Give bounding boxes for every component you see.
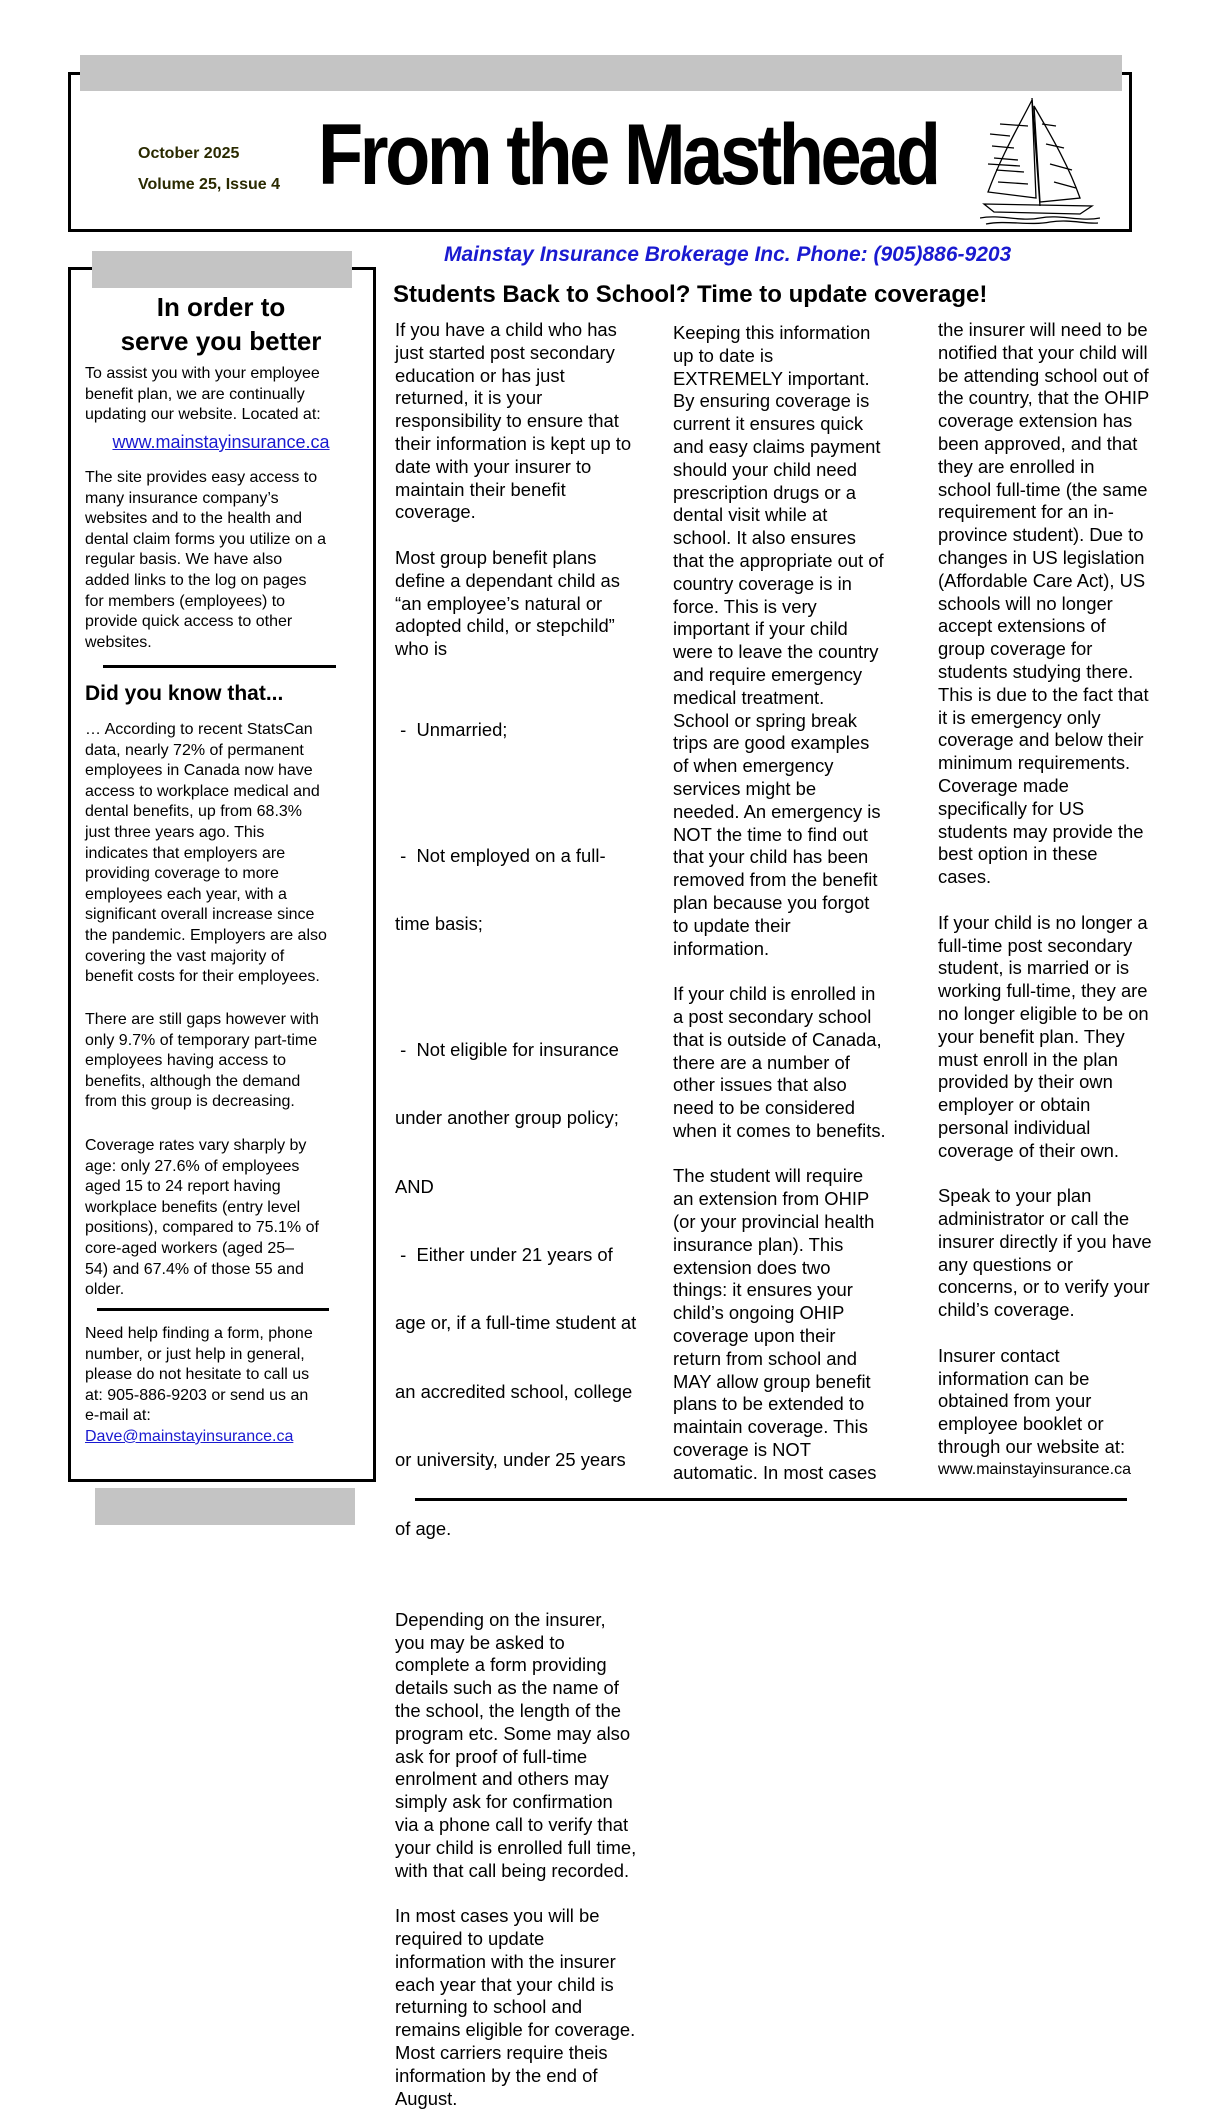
issue-date: October 2025: [138, 145, 240, 162]
col1-bullet-3: - Not eligible for insurance under another group policy; AND - Either under 21 years of age or, if a full-time student at an accredited school, college or university, under 25 years of age.: [395, 1038, 637, 1539]
col1-bullet-1: - Unmarried;: [395, 718, 508, 740]
masthead-gray-bar: [80, 55, 1122, 91]
bottom-divider: [415, 1498, 1127, 1501]
article-column-2: [673, 322, 886, 1485]
insurer-website-text: www.mainstayinsurance.ca: [938, 1460, 1131, 1478]
col2-paragraph-3: The student will require an extension from OHIP (or your provincial health insurance plan). This extension does two things: it ensures your child’s ongoing OHIP coverage upon their return from school and MAY allow group benefit plans to be extended to maintain coverage. This coverage is NOT automatic. In most cases: [673, 1165, 877, 1483]
sidebar-top-bar: [92, 251, 352, 288]
sidebar-help: Need help finding a form, phone number, or just help in general, please do not hesitate to call us at: 905-886-9203 or send us an e-mail at: Dave@mainstayinsurance.ca: [85, 1324, 359, 1448]
col1-paragraph-1: If you have a child who has just started post secondary education or has just returned, it is your responsibility to ensure that their information is kept up to date with your insurer to maintain their benefit coverage.: [395, 319, 632, 523]
website-link[interactable]: www.mainstayinsurance.ca: [112, 432, 330, 452]
sidebar-bottom-bar: [95, 1488, 355, 1525]
sidebar-intro: To assist you with your employee benefit plan, we are continually updating our website. Located at:: [85, 365, 321, 424]
sailboat-icon: [980, 94, 1100, 226]
sidebar-divider-2: [97, 1308, 329, 1311]
col1-paragraph-2: Most group benefit plans define a dependant child as “an employee’s natural or adopted child, or stepchild” who is: [395, 546, 620, 660]
sidebar-site-description: The site provides easy access to many insurance company’s websites and to the health and dental claim forms you utilize on a regular basis. We have also added links to the log on pages for members (employees) to provide quick access to other websites.: [85, 469, 326, 651]
col3-paragraph-2: If your child is no longer a full-time post secondary student, is married or is working full-time, they are no longer eligible to be on your benefit plan. They must enroll in the plan provided by their own employer or obtain personal individual coverage of their own.: [938, 911, 1149, 1161]
issue-volume: Volume 25, Issue 4: [138, 176, 280, 193]
article-title: Students Back to School? Time to update coverage!: [393, 281, 988, 308]
col2-paragraph-1: Keeping this information up to date is EXTREMELY important. By ensuring coverage is current it ensures quick and easy claims payment should your child need prescription drugs or a dental visit while at school. It also ensures that the appropriate out of country coverage is in force. This is very important if your child were to leave the country and require emergency medical treatment. School or spring break trips are good examples of when emergency services might be needed. An emergency is NOT the time to find out that your child has been removed from the benefit plan because you forgot to update their information.: [673, 322, 884, 959]
contact-line: Mainstay Insurance Brokerage Inc. Phone: (905)886-9203: [444, 243, 1012, 266]
sidebar-fact-2: There are still gaps however with only 9.7% of temporary part-time employees having access to benefits, although the demand from this group is decreasing.: [85, 1011, 319, 1111]
did-you-know-heading: Did you know that...: [85, 682, 284, 705]
sidebar-fact-3: Coverage rates vary sharply by age: only 27.6% of employees aged 15 to 24 report having workplace benefits (entry level positions), compared to 75.1% of core-aged workers (aged 25– 54) and 67.4% of those 55 and older.: [85, 1137, 319, 1299]
col1-paragraph-3: Depending on the insurer, you may be asked to complete a form providing details such as the name of the school, the length of the program etc. Some may also ask for proof of full-time enrolment and others may simply ask for confirmation via a phone call to verify that your child is enrolled full time, with that call being recorded.: [395, 1608, 637, 1881]
col2-paragraph-2: If your child is enrolled in a post secondary school that is outside of Canada, there are a number of other issues that also need to be considered when it comes to benefits.: [673, 983, 886, 1141]
sidebar-fact-1: … According to recent StatsCan data, nearly 72% of permanent employees in Canada now have access to workplace medical and dental benefits, up from 68.3% just three years ago. This indicates that employers are providing coverage to more employees each year, with a significant overall increase since the pandemic. Employers are also covering the vast majority of benefit costs for their employees.: [85, 721, 327, 986]
col1-bullet-2: - Not employed on a full- time basis;: [395, 844, 606, 934]
sidebar-heading: In order to serve you better: [120, 292, 322, 356]
col3-paragraph-4: Insurer contact information can be obtained from your employee booklet or through our website at: www.mainstayinsurance.ca: [938, 1345, 1152, 1482]
article-column-1: [395, 319, 636, 2110]
col3-paragraph-3: Speak to your plan administrator or call the insurer directly if you have any questions or concerns, or to verify your child’s coverage.: [938, 1185, 1152, 1321]
col3-paragraph-1: the insurer will need to be notified that your child will be attending school out of the country, that the OHIP coverage extension has been approved, and that they are enrolled in school full-time (the same requirement for an in- province student). Due to changes in US legislation (Affordable Care Act), US schools will no longer accept extensions of group coverage for students studying there. This is due to the fact that it is emergency only coverage and below their minimum requirements. Coverage made specifically for US students may provide the best option in these cases.: [938, 319, 1150, 888]
newsletter-title: From the Masthead: [318, 107, 938, 203]
col1-paragraph-4: In most cases you will be required to update information with the insurer each year that your child is returning to school and remains eligible for coverage. Most carriers require theis information by the end of August.: [395, 1905, 636, 2109]
sidebar-divider: [103, 665, 336, 668]
article-column-3: [938, 319, 1152, 1482]
email-link[interactable]: Dave@mainstayinsurance.ca: [85, 1427, 294, 1445]
